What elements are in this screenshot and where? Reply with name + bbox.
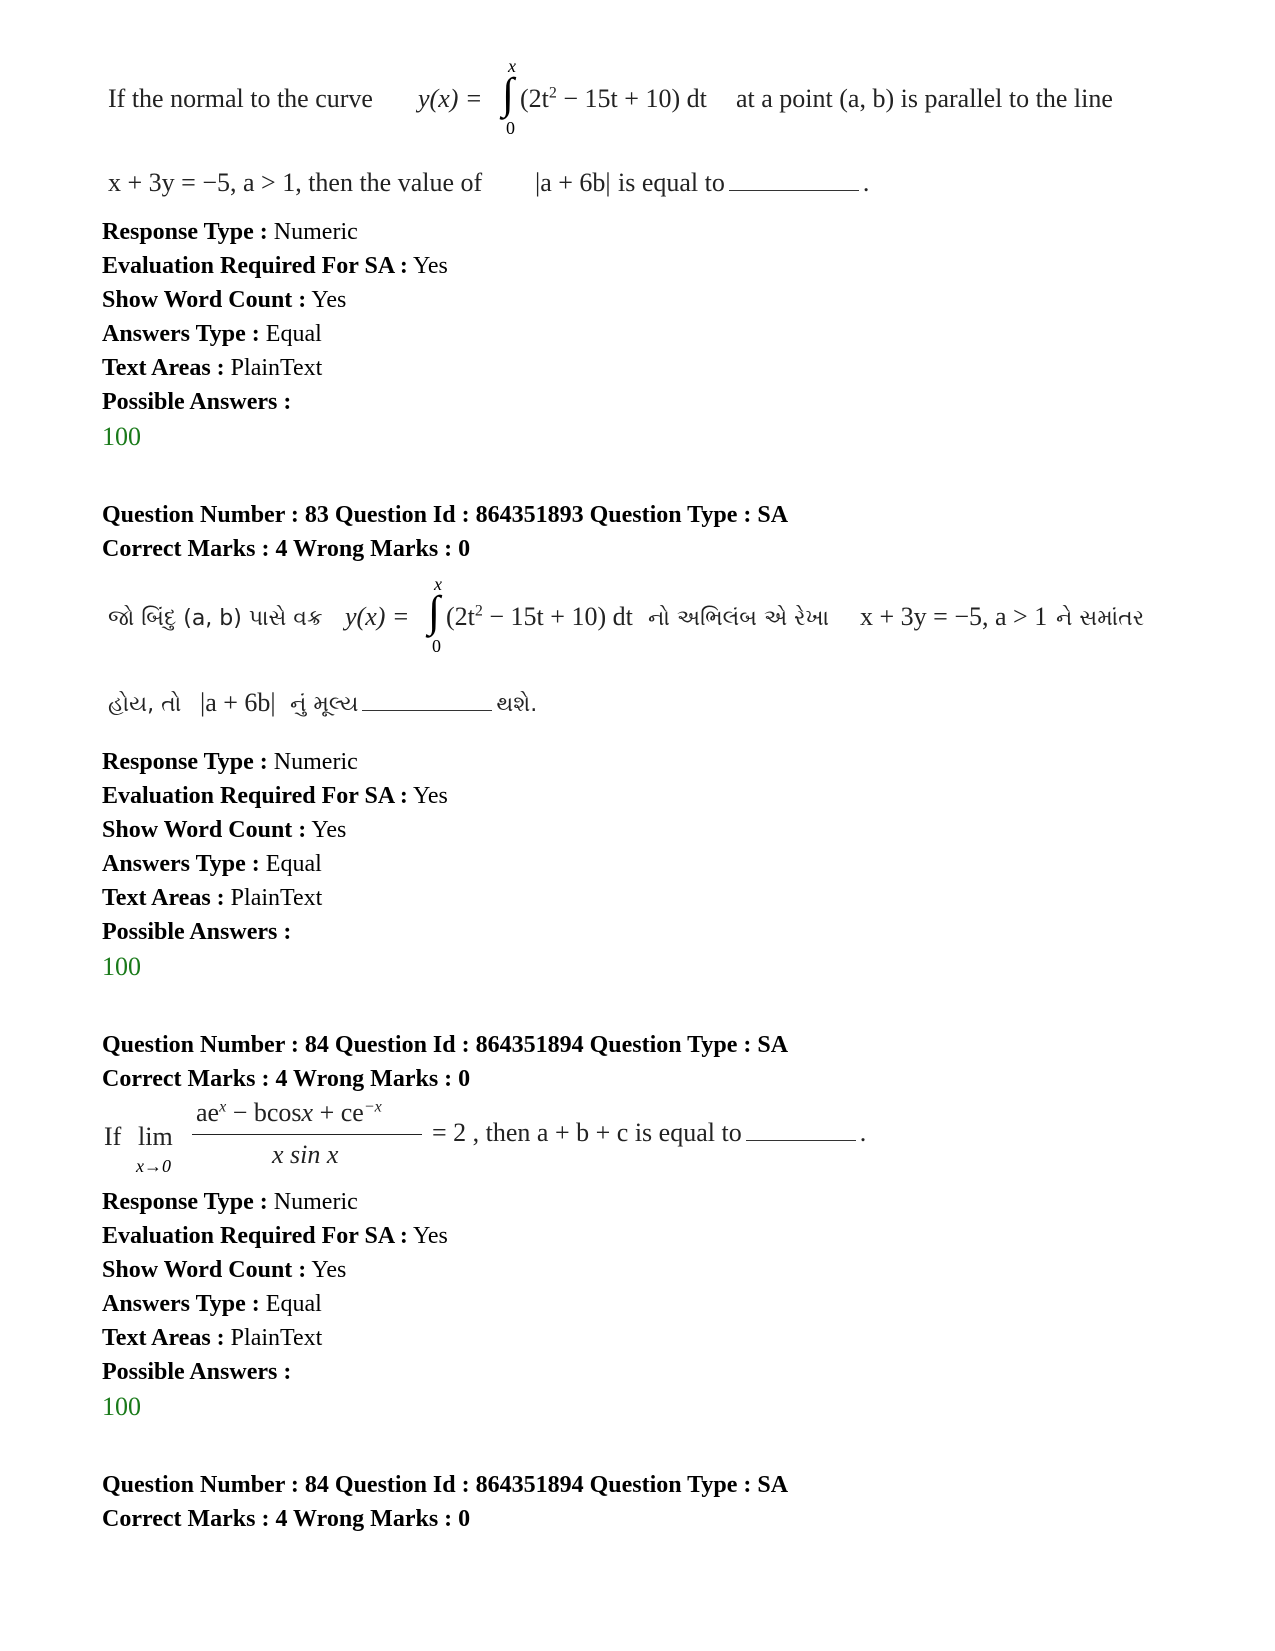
q82-integral-upper: x [508, 56, 516, 76]
q82-y-of-x: y(x) = [418, 84, 483, 113]
q84-lim: lim [138, 1122, 173, 1151]
q82-line1-suffix: at a point (a, b) is parallel to the line [736, 84, 1113, 113]
q84-marks: Correct Marks : 4 Wrong Marks : 0 [102, 1066, 471, 1092]
q83-integrand: $(2t^2 - 15t + 10)$ dt [446, 602, 633, 631]
q83-gu-mid: નો અભિલંબ એ રેખા [648, 606, 830, 631]
q84-header: Question Number : 84 Question Id : 864351894 Question Type : SA [102, 1032, 789, 1058]
q83-gu-prefix: જો બિંદુ (a, b) પાસે વક્ર [108, 606, 323, 631]
q83-meta: Response Type : Numeric Evaluation Required For SA : Yes Show Word Count : Yes Answers Type : Equal Text Areas : PlainText Possible Answers : 100 [102, 745, 448, 985]
q82-abs-expr: |a + 6b| [535, 168, 611, 197]
q83-abs-expr: |a + 6b| [200, 688, 276, 717]
q82-answer: 100 [102, 422, 141, 451]
q83-answer: 100 [102, 952, 141, 981]
q83-gu-line2a: હોય, તો [108, 692, 182, 717]
q82-meta: Response Type : Numeric Evaluation Required For SA : Yes Show Word Count : Yes Answers Type : Equal Text Areas : PlainText Possible Answers : 100 [102, 215, 448, 455]
q83-integral-upper: x [434, 574, 442, 594]
q83-gu-line2b: નું મૂલ્ય થશે. [290, 692, 538, 717]
q84b-header: Question Number : 84 Question Id : 864351894 Question Type : SA [102, 1472, 789, 1498]
q84-lim-sub: x→0 [136, 1156, 171, 1176]
q84-answer: 100 [102, 1392, 141, 1421]
q83-header: Question Number : 83 Question Id : 864351893 Question Type : SA [102, 502, 789, 528]
q83-gu-suffix: ને સમાંતર [1056, 606, 1145, 631]
q83-marks: Correct Marks : 4 Wrong Marks : 0 [102, 536, 471, 562]
q82-line2-a: x + 3y = −5, a > 1, then the value of [108, 168, 483, 197]
q84-denominator: x sin x [272, 1140, 339, 1169]
q84-equals: = 2 , then a + b + c is equal to . [432, 1118, 867, 1147]
q84-fraction-bar [192, 1134, 422, 1135]
q83-line-eq: x + 3y = −5, a > 1 [860, 602, 1048, 631]
answer-blank [729, 186, 859, 191]
q82-integral-sign: ∫ [502, 69, 515, 118]
q83-y-of-x: y(x) = [345, 602, 410, 631]
q84-if: If [104, 1122, 122, 1151]
q83-integral-lower: 0 [432, 636, 441, 656]
q82-integral-lower: 0 [506, 118, 515, 138]
q84-numerator: $ae^x - bcosx + ce^{-x}$ [196, 1098, 382, 1127]
q84b-marks: Correct Marks : 4 Wrong Marks : 0 [102, 1506, 471, 1532]
answer-blank [746, 1136, 856, 1141]
q82-line2-b: is equal to . [618, 168, 870, 197]
q83-integral-sign: ∫ [428, 587, 441, 636]
q84-meta: Response Type : Numeric Evaluation Required For SA : Yes Show Word Count : Yes Answers Type : Equal Text Areas : PlainText Possible Answers : 100 [102, 1185, 448, 1425]
answer-blank [362, 706, 492, 711]
q82-line1-prefix: If the normal to the curve [108, 84, 373, 113]
q82-integrand: $(2t^2 - 15t + 10)$ dt [520, 84, 707, 113]
